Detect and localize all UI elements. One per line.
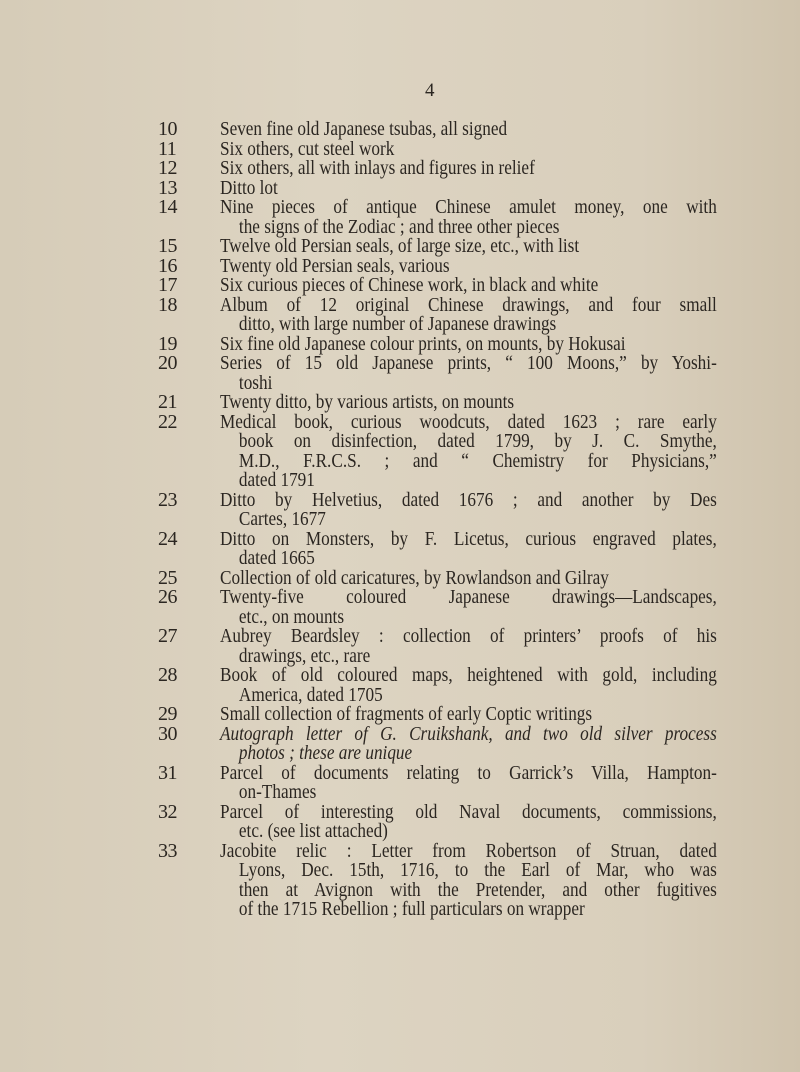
description-line: Six fine old Japanese colour prints, on mounts, by Hokusai: [220, 332, 626, 355]
lot-item: [158, 293, 718, 335]
lot-number: 14: [158, 196, 177, 218]
description-line: Twelve old Persian seals, of large size, etc., with list: [220, 235, 580, 257]
lot-description: [220, 839, 718, 920]
description-line: then at Avignon with the Pretender, and other fugitives: [238, 878, 717, 901]
lot-item: [158, 627, 718, 666]
description-line: Autograph letter of G. Cruikshank, and two old silver process: [220, 722, 717, 745]
lot-description: [220, 527, 718, 569]
description-line: Ditto lot: [220, 176, 278, 199]
lot-description: [220, 354, 718, 393]
lot-item: [158, 527, 718, 569]
description-line: Book of old coloured maps, heightened with gold, including: [220, 664, 717, 686]
lot-number: 22: [158, 410, 177, 433]
lot-description: [220, 722, 718, 764]
description-line: Nine pieces of antique Chinese amulet money, one with: [220, 196, 717, 218]
description-line: Series of 15 old Japanese prints, “ 100 Moons,” by Yoshi-: [220, 352, 717, 374]
lot-description: [220, 588, 718, 627]
lot-item: [158, 488, 718, 530]
lot-number: 26: [158, 586, 177, 608]
description-line: book on disinfection, dated 1799, by J. C. Smythe,: [238, 430, 717, 452]
lot-description: [220, 800, 718, 842]
description-line: dated 1665: [238, 547, 315, 569]
lot-list: [158, 120, 718, 920]
description-line: Aubrey Beardsley : collection of printers’ proofs of his: [220, 625, 717, 647]
description-line: Parcel of interesting old Naval documents, commissions,: [220, 800, 717, 823]
lot-number: 24: [158, 527, 177, 550]
page-number: 4: [425, 80, 435, 101]
description-line: Jacobite relic : Letter from Robertson of Struan, dated: [220, 839, 717, 862]
description-line: Six others, all with inlays and figures in relief: [220, 157, 535, 179]
lot-item: [158, 839, 718, 920]
description-line: Small collection of fragments of early Coptic writings: [220, 703, 593, 725]
description-line: Six others, cut steel work: [220, 137, 395, 160]
lot-number: 29: [158, 703, 177, 725]
lot-number: 33: [158, 839, 177, 862]
lot-description: [220, 410, 718, 491]
lot-description: [220, 198, 718, 237]
lot-number: 30: [158, 722, 177, 745]
lot-number: 21: [158, 391, 177, 413]
lot-item: [158, 722, 718, 764]
lot-item: [158, 761, 718, 803]
description-line: dated 1791: [238, 469, 315, 491]
description-line: America, dated 1705: [238, 683, 383, 706]
lot-number: 13: [158, 176, 177, 199]
description-line: Ditto by Helvetius, dated 1676 ; and another by Des: [220, 488, 717, 511]
lot-item: [158, 354, 718, 393]
lot-item: [158, 588, 718, 627]
lot-number: 31: [158, 761, 177, 784]
lot-description: [220, 627, 718, 666]
description-line: etc., on mounts: [238, 605, 345, 628]
lot-number: 18: [158, 293, 177, 316]
description-line: drawings, etc., rare: [238, 644, 371, 667]
description-line: Ditto on Monsters, by F. Licetus, curious engraved plates,: [220, 527, 717, 550]
description-line: toshi: [238, 371, 273, 394]
description-line: Six curious pieces of Chinese work, in black and white: [220, 274, 599, 296]
lot-item: [158, 800, 718, 842]
description-line: the signs of the Zodiac ; and three other pieces: [238, 215, 560, 238]
lot-number: 28: [158, 664, 177, 686]
lot-number: 11: [158, 137, 177, 160]
description-line: Medical book, curious woodcuts, dated 1623 ; rare early: [220, 410, 717, 433]
description-line: M.D., F.R.C.S. ; and “ Chemistry for Physicians,”: [238, 449, 717, 472]
description-line: Collection of old caricatures, by Rowlandson and Gilray: [220, 566, 609, 589]
lot-number: 10: [158, 118, 177, 140]
description-line: Seven fine old Japanese tsubas, all signed: [220, 118, 508, 140]
lot-item: [158, 666, 718, 705]
lot-number: 32: [158, 800, 177, 823]
lot-item: [158, 198, 718, 237]
lot-description: [220, 293, 718, 335]
description-line: Twenty ditto, by various artists, on mounts: [220, 391, 515, 413]
lot-item: [158, 410, 718, 491]
description-line: Parcel of documents relating to Garrick’s Villa, Hampton-: [220, 761, 717, 784]
lot-number: 25: [158, 566, 177, 589]
description-line: Lyons, Dec. 15th, 1716, to the Earl of Mar, who was: [238, 859, 717, 881]
lot-number: 16: [158, 254, 177, 277]
description-line: Cartes, 1677: [238, 508, 326, 530]
lot-number: 20: [158, 352, 177, 374]
description-line: on-Thames: [238, 781, 317, 803]
lot-description: [220, 159, 718, 179]
lot-number: 12: [158, 157, 177, 179]
description-line: ditto, with large number of Japanese drawings: [238, 313, 557, 335]
lot-number: 23: [158, 488, 177, 511]
description-line: etc. (see list attached): [238, 820, 388, 842]
description-line: photos ; these are unique: [238, 742, 413, 764]
description-line: Twenty old Persian seals, various: [220, 254, 450, 277]
lot-description: [220, 666, 718, 705]
lot-number: 15: [158, 235, 177, 257]
lot-number: 27: [158, 625, 177, 647]
description-line: Twenty-five coloured Japanese drawings—Landscapes,: [220, 586, 717, 608]
lot-description: [220, 761, 718, 803]
description-line: Album of 12 original Chinese drawings, and four small: [220, 293, 717, 316]
lot-number: 19: [158, 332, 177, 355]
lot-number: 17: [158, 274, 177, 296]
description-line: of the 1715 Rebellion ; full particulars on wrapper: [238, 898, 585, 920]
lot-description: [220, 488, 718, 530]
